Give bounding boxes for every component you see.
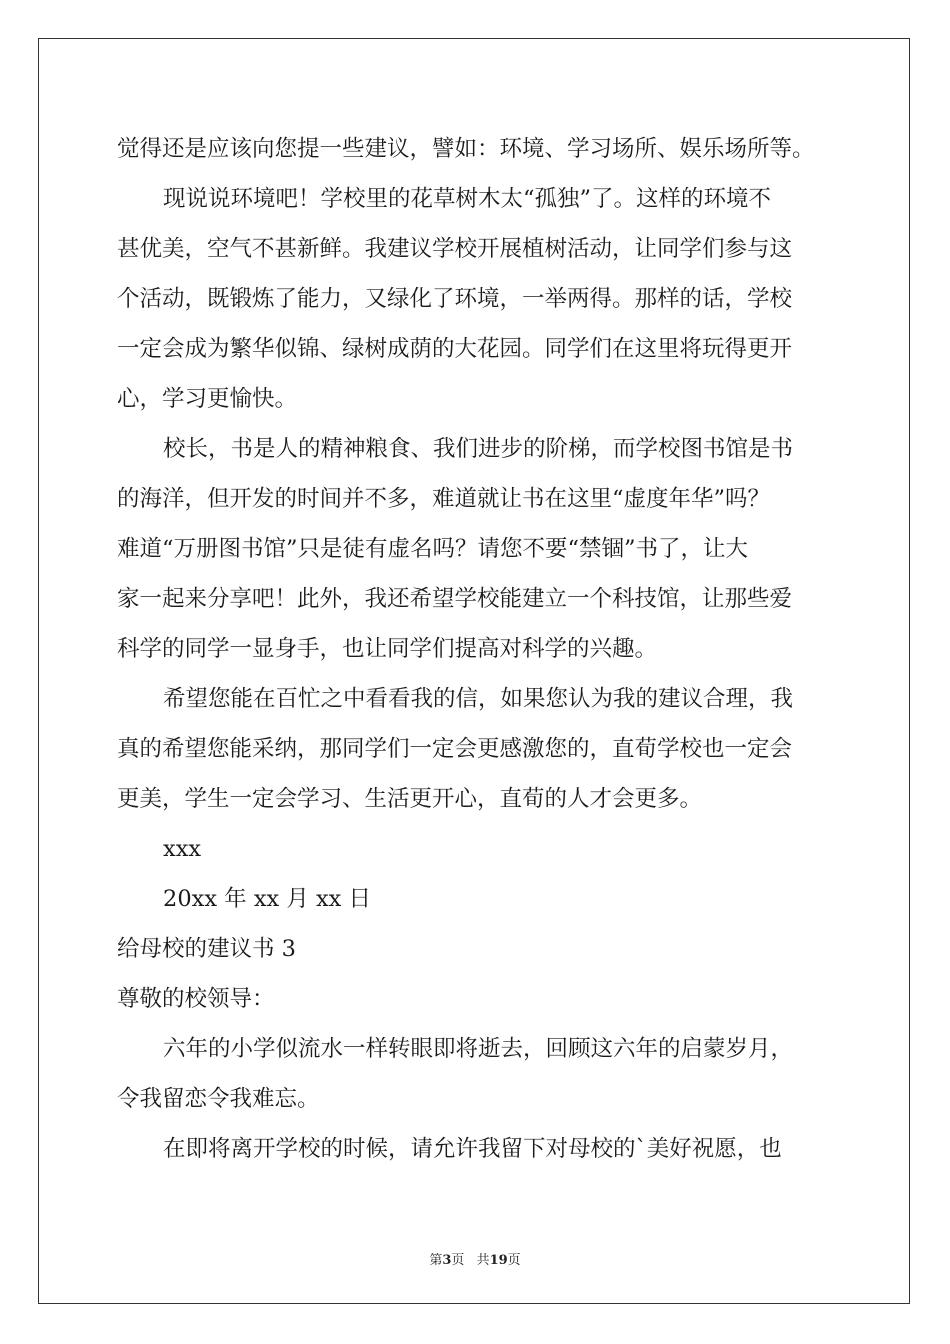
text-line: 心，学习更愉快。	[117, 386, 298, 412]
total-pages-indicator: 共19页	[476, 1253, 521, 1268]
page-footer	[0, 1249, 950, 1268]
text-line: 难道“万册图书馆”只是徒有虚名吗？请您不要“禁锢”书了，让大	[117, 536, 749, 562]
page-number: 3	[442, 1253, 452, 1268]
text-line: 希望您能在百忙之中看看我的信，如果您认为我的建议合理，我	[163, 686, 794, 712]
text-line: 觉得还是应该向您提一些建议，譬如：环境、学习场所、娱乐场所等。	[117, 136, 815, 162]
text-line: 现说说环境吧！学校里的花草树木太“孤独”了。这样的环境不	[163, 186, 772, 212]
text-line: 的海洋，但开发的时间并不多，难道就让书在这里“虚度年华”吗？	[117, 486, 771, 512]
signature-date: 20xx 年 xx 月 xx 日	[163, 886, 372, 912]
total-pages: 19	[489, 1253, 508, 1268]
section-title: 给母校的建议书 3	[117, 936, 296, 962]
text-line: 家一起来分享吧！此外，我还希望学校能建立一个科技馆，让那些爱	[117, 586, 793, 612]
text-line: 令我留恋令我难忘。	[117, 1086, 320, 1112]
page-frame	[38, 38, 910, 1304]
salutation: 尊敬的校领导：	[117, 986, 275, 1012]
signature-name: xxx	[163, 836, 202, 862]
text-line: 甚优美，空气不甚新鲜。我建议学校开展植树活动，让同学们参与这	[117, 236, 793, 262]
text-line: 六年的小学似流水一样转眼即将逝去，回顾这六年的启蒙岁月，	[163, 1036, 794, 1062]
text-line: 校长，书是人的精神粮食、我们进步的阶梯，而学校图书馆是书	[163, 436, 794, 462]
text-line: 更美，学生一定会学习、生活更开心，直荀的人才会更多。	[117, 786, 703, 812]
text-line: 一定会成为繁华似锦、绿树成荫的大花园。同学们在这里将玩得更开	[117, 336, 793, 362]
text-line: 科学的同学一显身手，也让同学们提高对科学的兴趣。	[117, 636, 658, 662]
text-line: 真的希望您能采纳，那同学们一定会更感激您的，直荀学校也一定会	[117, 736, 793, 762]
page-indicator: 第3页	[429, 1253, 465, 1268]
text-line: 个活动，既锻炼了能力，又绿化了环境，一举两得。那样的话，学校	[117, 286, 793, 312]
text-line: 在即将离开学校的时候，请允许我留下对母校的`美好祝愿，也	[163, 1136, 782, 1162]
